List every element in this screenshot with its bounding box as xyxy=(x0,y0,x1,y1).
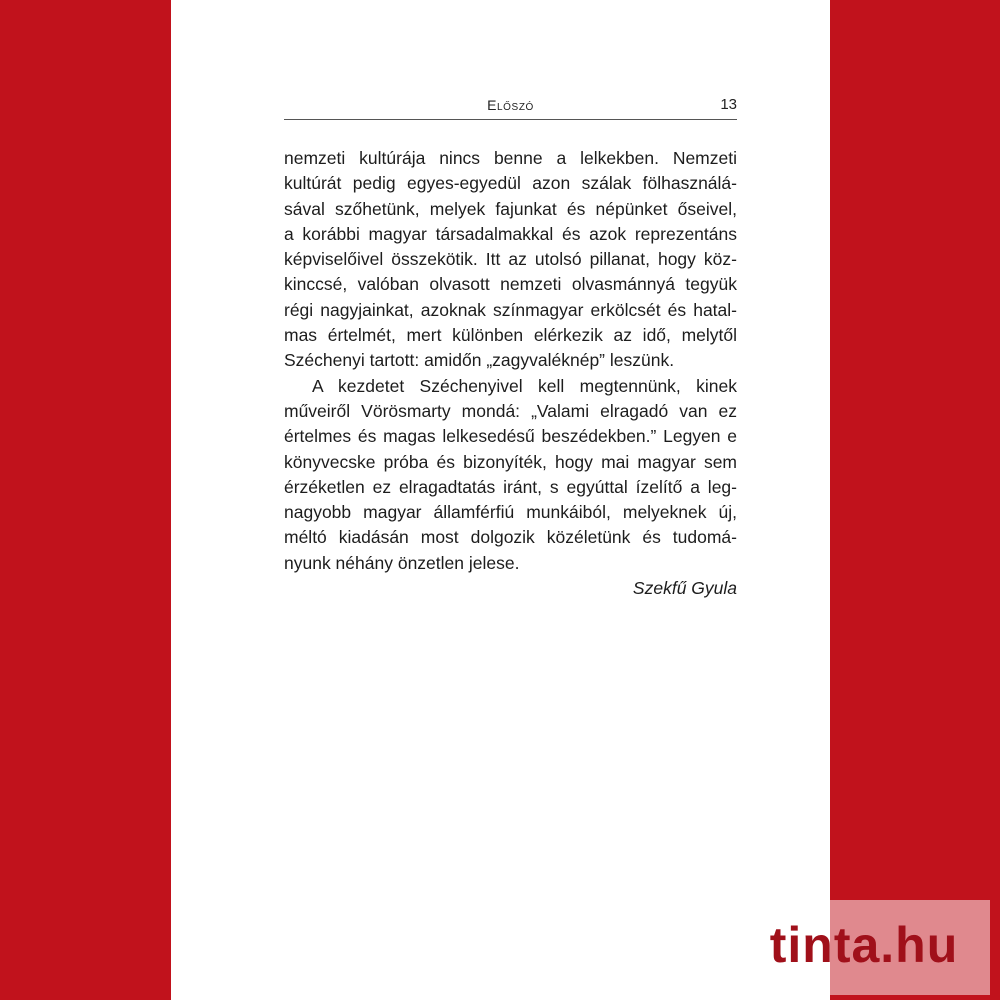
body-text xyxy=(284,146,737,601)
text-line: sával szőhetünk, melyek fajunkat és népünket őseivel, xyxy=(284,198,737,219)
text-line: nagyobb magyar államférfiú munkáiból, melyeknek új, xyxy=(284,502,737,523)
header-title: Előszó xyxy=(487,97,534,113)
text-line: műveiről Vörösmarty mondá: „Valami elragadó van ez xyxy=(284,400,737,421)
text-line: nemzeti kultúrája nincs benne a lelkekben. Nemzeti xyxy=(284,148,737,168)
running-header xyxy=(284,95,737,120)
text-line: a korábbi magyar társadalmakkal és azok reprezentáns xyxy=(284,223,737,244)
text-line: mas értelmét, mert különben elérkezik az idő, melytől xyxy=(284,325,737,346)
text-line: nyunk néhány önzetlen jelese. xyxy=(284,552,520,573)
text-line: Széchenyi tartott: amidőn „zagyvaléknép” leszünk. xyxy=(284,350,675,371)
text-line: értelmes és magas lelkesedésű beszédekben.” Legyen e xyxy=(284,426,737,447)
text-line: kinccsé, valóban olvasott nemzeti olvasmánnyá tegyük xyxy=(284,274,737,295)
text-line: méltó kiadásán most dolgozik közéletünk és tudomá- xyxy=(284,527,737,548)
text-line: könyvecske próba és bizonyíték, hogy mai magyar sem xyxy=(284,451,737,472)
author-signature: Szekfű Gyula xyxy=(632,578,737,599)
paragraph xyxy=(284,146,737,374)
text-line: régi nagyjainkat, azoknak színmagyar erkölcsét és hatal- xyxy=(284,299,737,320)
watermark-text: tinta.hu xyxy=(769,917,959,973)
text-line: kultúrát pedig egyes-egyedül azon szálak fölhasználá- xyxy=(284,173,737,194)
paragraph xyxy=(284,374,737,576)
text-line: A kezdetet Széchenyivel kell megtennünk, kinek xyxy=(312,375,737,396)
page-number: 13 xyxy=(720,96,737,113)
watermark-logo xyxy=(738,900,990,995)
text-line: képviselőivel összekötik. Itt az utolsó pillanat, hogy köz- xyxy=(284,249,737,270)
text-line: érzéketlen ez elragadtatás iránt, s egyúttal ízelítő a leg- xyxy=(284,476,737,497)
